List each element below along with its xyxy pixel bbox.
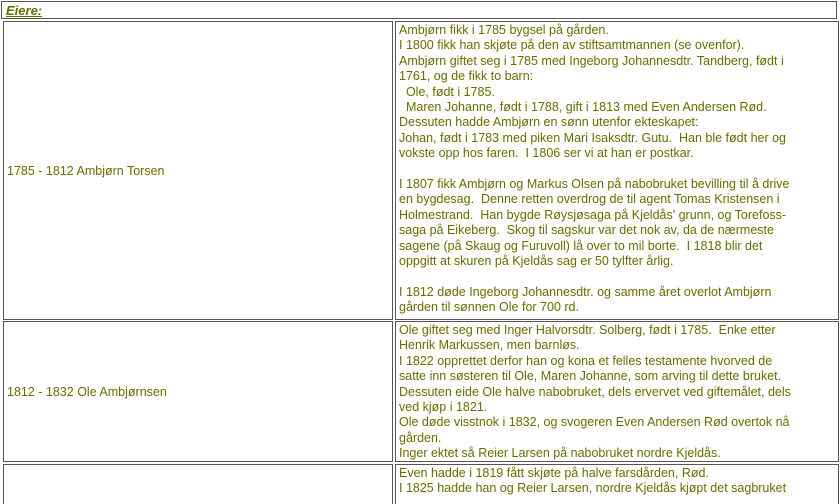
description-line: gården til sønnen Ole for 700 rd. [399,300,579,315]
owner-period-cell [3,464,393,504]
description-line: I 1807 fikk Ambjørn og Markus Olsen på nabobruket bevilling til å drive [399,177,790,192]
owner-row [1,21,839,320]
description-line: 1761, og de fikk to barn: [399,69,534,84]
owner-row [1,464,839,504]
owners-header [1,1,837,19]
description-line: I 1822 opprettet derfor han og kona et felles testamente hvorved de [399,353,773,368]
owner-period: 1785 - 1812 Ambjørn Torsen [7,163,165,178]
description-line: Dessuten eide Ole halve nabobruket, dels ervervet ved giftemålet, dels [399,384,791,399]
description-line: gården. [399,430,442,445]
owners-title: Eiere: [6,3,43,18]
description-line: Ole døde visstnok i 1832, og svogeren Even Andersen Rød overtok nå [399,415,790,430]
owner-period-cell [3,21,393,320]
description-line: vokste opp hos faren. I 1806 ser vi at han er postkar. [399,146,694,161]
description-line: en bygdesag. Denne retten overdrog de til agent Tomas Kristensen i [399,192,780,207]
description-line: Even hadde i 1819 fått skjøte på halve farsdården, Rød. [399,466,709,480]
owner-description-cell [395,21,839,320]
description-line: Ambjørn fikk i 1785 bygsel på gården. [399,23,609,37]
description-line: Ole giftet seg med Inger Halvorsdtr. Solberg, født i 1785. Enke etter [399,323,776,337]
description-line: ved kjøp i 1821. [399,400,488,415]
owner-description-cell [395,464,839,504]
owner-period-cell [3,321,393,462]
description-line: Henrik Markussen, men barnløs. [399,338,580,353]
description-line: I 1812 døde Ingeborg Johannesdtr. og samme året overlot Ambjørn [399,284,772,299]
description-line: Maren Johanne, født i 1788, gift i 1813 med Even Andersen Rød. [399,100,767,115]
description-line: Holmestrand. Han bygde Røysjøsaga på Kjeldås' grunn, og Torefoss- [399,207,787,222]
description-line: saga på Eikeberg. Skog til sagskur var det nok av, da de nærmeste [399,223,774,238]
description-line: Ole, født i 1785. [399,84,495,99]
owner-row [1,321,839,462]
description-line: oppgitt at skuren på Kjeldås sag er 50 tylfter årlig. [399,254,674,269]
description-line: sagene (på Skaug og Furuvoll) lå over to mil borte. I 1818 blir det [399,238,763,253]
description-line: Dessuten hadde Ambjørn en sønn utenfor ekteskapet: [399,115,699,130]
blank-line [399,269,835,284]
owner-period: 1812 - 1832 Ole Ambjørnsen [7,384,167,399]
description-line: Johan, født i 1783 med piken Mari Isaksdtr. Gutu. Han ble født her og [399,130,787,145]
description-line: Inger ektet så Reier Larsen på nabobruket nordre Kjeldås. [399,446,721,461]
description-line: Ambjørn giftet seg i 1785 med Ingeborg Johannesdtr. Tandberg, født i [399,53,784,68]
description-line: I 1800 fikk han skjøte på den av stiftsamtmannen (se ovenfor). [399,38,745,53]
owner-description-cell [395,321,839,462]
description-line: I 1825 hadde han og Reier Larsen, nordre Kjeldås kjøpt det sagbruket [399,481,787,496]
description-line: satte inn søsteren til Ole, Maren Johanne, som arving til dette bruket. [399,369,782,384]
blank-line [399,162,835,177]
